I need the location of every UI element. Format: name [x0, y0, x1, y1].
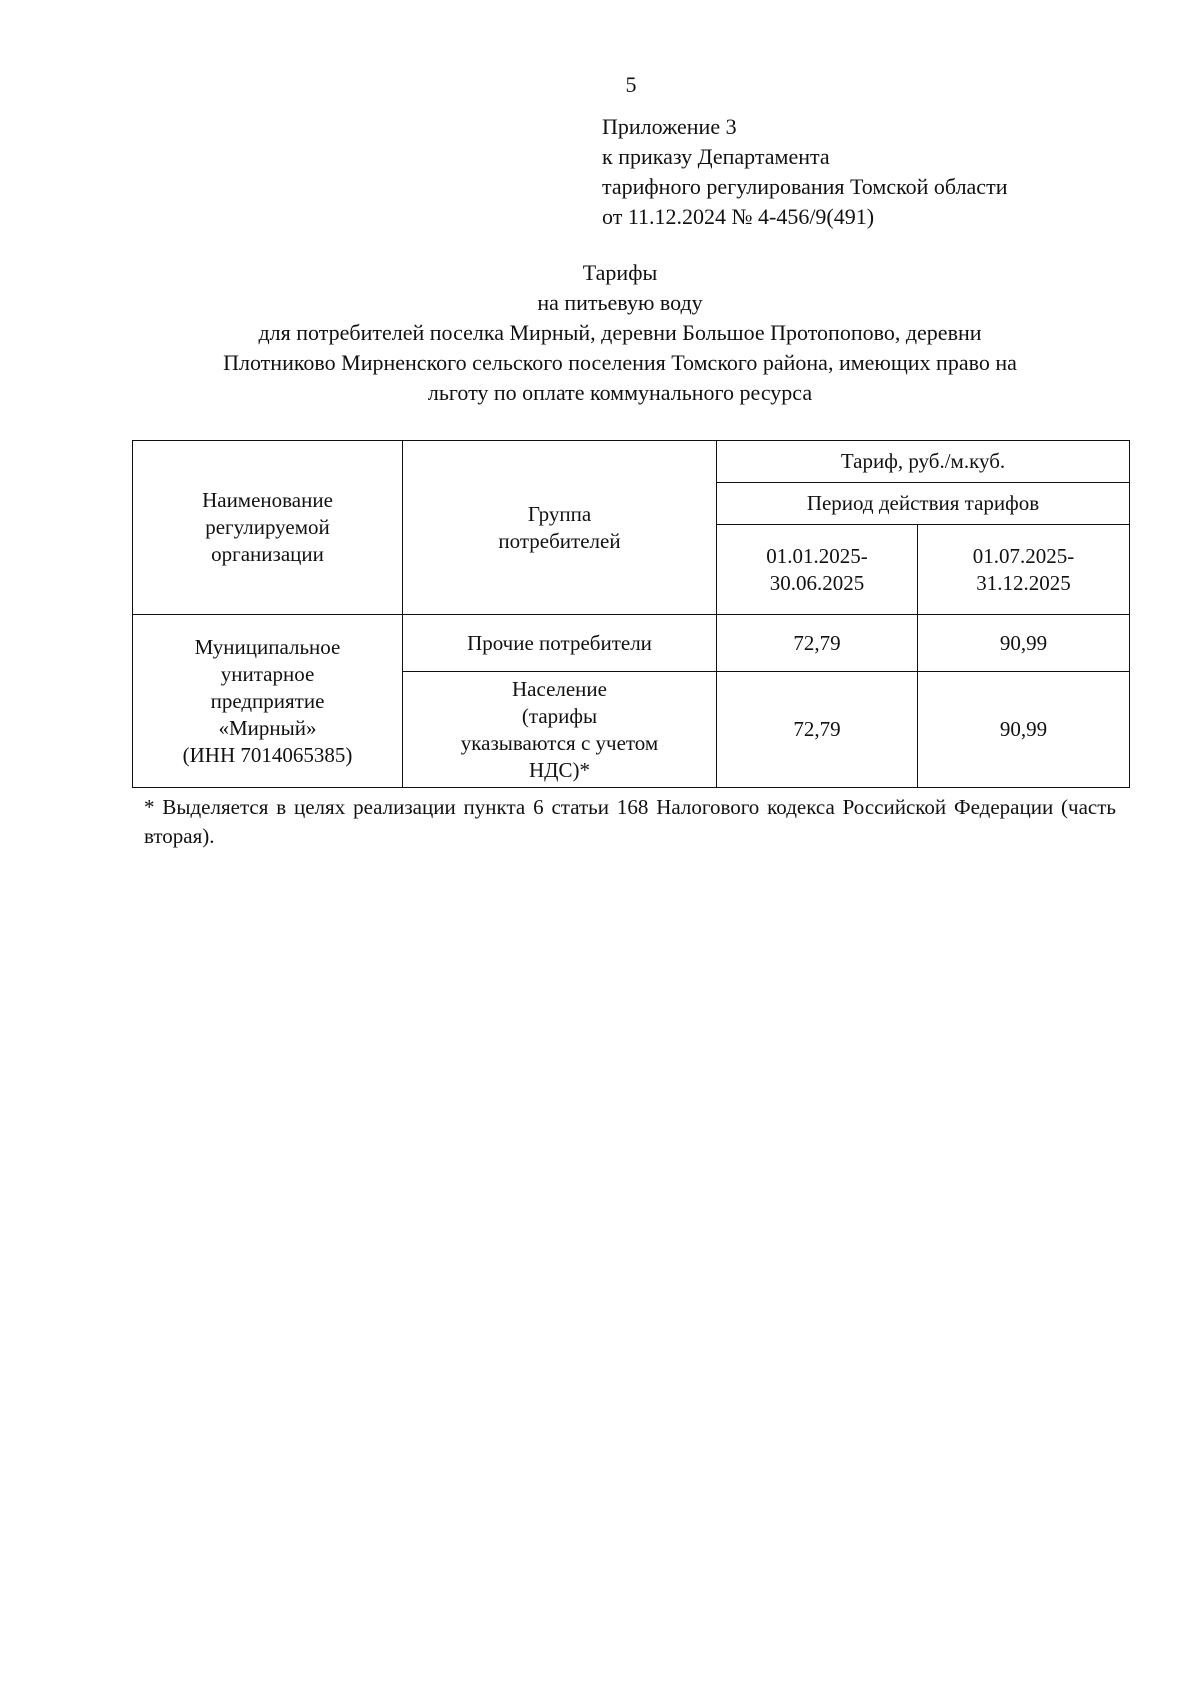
document-title: [120, 258, 1120, 408]
appendix-header: [602, 112, 1007, 232]
page-number: 5: [625, 72, 637, 97]
tariff-table: [132, 440, 1130, 788]
tariff-value: 90,99: [918, 615, 1130, 672]
title-line: Тарифы: [582, 260, 658, 285]
appendix-line: Приложение 3: [602, 114, 737, 139]
header-period-2: 01.07.2025- 31.12.2025: [918, 525, 1130, 615]
appendix-line: к приказу Департамента: [602, 144, 830, 169]
footnote: * Выделяется в целях реализации пункта 6 статьи 168 Налогового кодекса Российской Федерации (часть вторая).: [144, 795, 1116, 848]
appendix-line: тарифного регулирования Томской области: [602, 174, 1008, 199]
header-period-1: 01.01.2025- 30.06.2025: [717, 525, 918, 615]
title-line: для потребителей поселка Мирный, деревни Большое Протопопово, деревни: [258, 320, 982, 345]
header-organization: Наименование регулируемой организации: [133, 441, 403, 615]
header-consumer-group: Группа потребителей: [403, 441, 717, 615]
header-tariff: Тариф, руб./м.куб.: [717, 441, 1130, 483]
tariff-value: 72,79: [717, 672, 918, 788]
tariff-value: 90,99: [918, 672, 1130, 788]
appendix-line: от 11.12.2024 № 4-456/9(491): [602, 204, 875, 229]
title-line: льготу по оплате коммунального ресурса: [427, 380, 813, 405]
title-line: на питьевую воду: [537, 290, 703, 315]
tariff-value: 72,79: [717, 615, 918, 672]
title-line: Плотниково Мирненского сельского поселения Томского района, имеющих право на: [223, 350, 1017, 375]
group-cell: Прочие потребители: [403, 615, 717, 672]
organization-cell: Муниципальное унитарное предприятие «Мирный» (ИНН 7014065385): [133, 615, 403, 788]
header-period: Период действия тарифов: [717, 483, 1130, 525]
group-cell: Население (тарифы указываются с учетом НДС)*: [403, 672, 717, 788]
